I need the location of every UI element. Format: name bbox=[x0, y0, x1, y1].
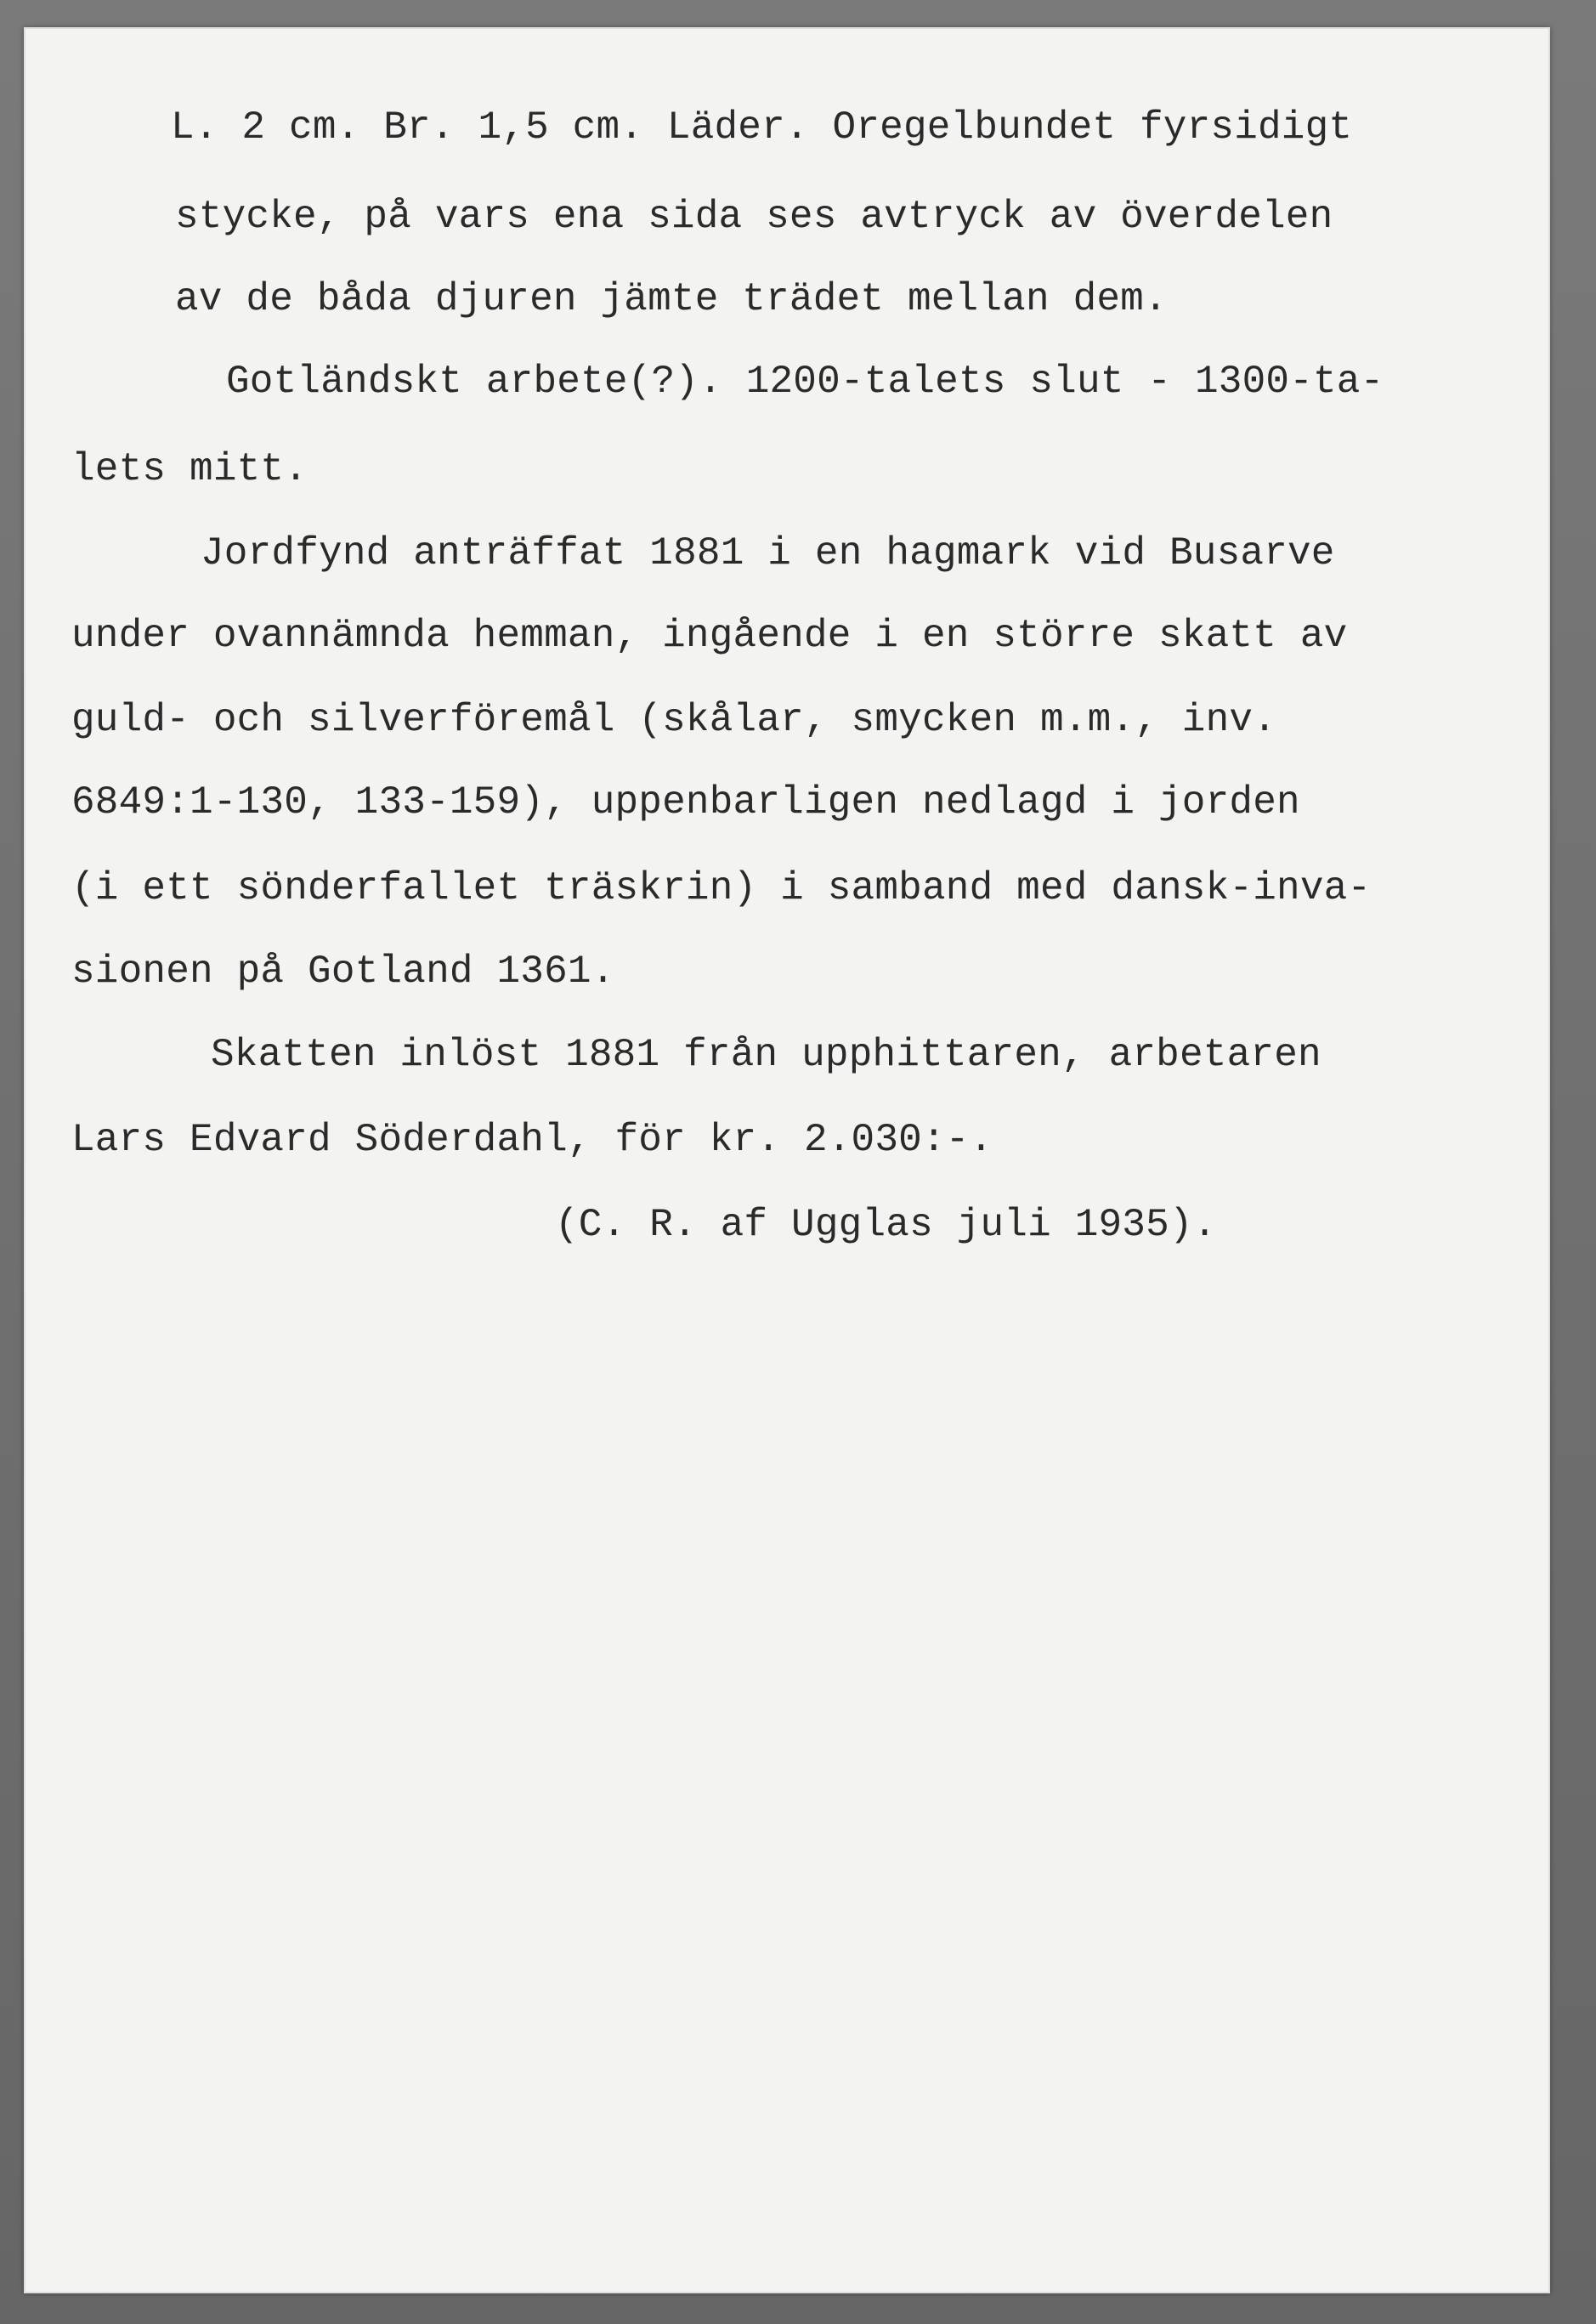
text-line: (i ett sönderfallet träskrin) i samband med dansk-inva- bbox=[71, 866, 1372, 910]
text-line: av de båda djuren jämte trädet mellan dem. bbox=[175, 277, 1168, 321]
text-line: stycke, på vars ena sida ses avtryck av överdelen bbox=[175, 195, 1333, 239]
text-line: L. 2 cm. Br. 1,5 cm. Läder. Oregelbundet fyrsidigt bbox=[171, 105, 1353, 150]
text-line: Lars Edvard Söderdahl, för kr. 2.030:-. bbox=[71, 1118, 993, 1162]
text-line: 6849:1-130, 133-159), uppenbarligen nedlagd i jorden bbox=[71, 780, 1300, 825]
text-line: lets mitt. bbox=[71, 447, 308, 491]
text-line: Gotländskt arbete(?). 1200-talets slut - 1300-ta- bbox=[226, 360, 1384, 404]
text-line: Jordfynd anträffat 1881 i en hagmark vid Busarve bbox=[201, 531, 1335, 575]
text-line: sionen på Gotland 1361. bbox=[71, 949, 615, 994]
text-line: Skatten inlöst 1881 från upphittaren, arbetaren bbox=[211, 1033, 1322, 1077]
author-signature-line: (C. R. af Ugglas juli 1935). bbox=[555, 1203, 1217, 1247]
text-line: under ovannämnda hemman, ingående i en större skatt av bbox=[71, 614, 1348, 658]
catalog-card bbox=[24, 27, 1550, 2293]
text-line: guld- och silverföremål (skålar, smycken m.m., inv. bbox=[71, 698, 1277, 742]
